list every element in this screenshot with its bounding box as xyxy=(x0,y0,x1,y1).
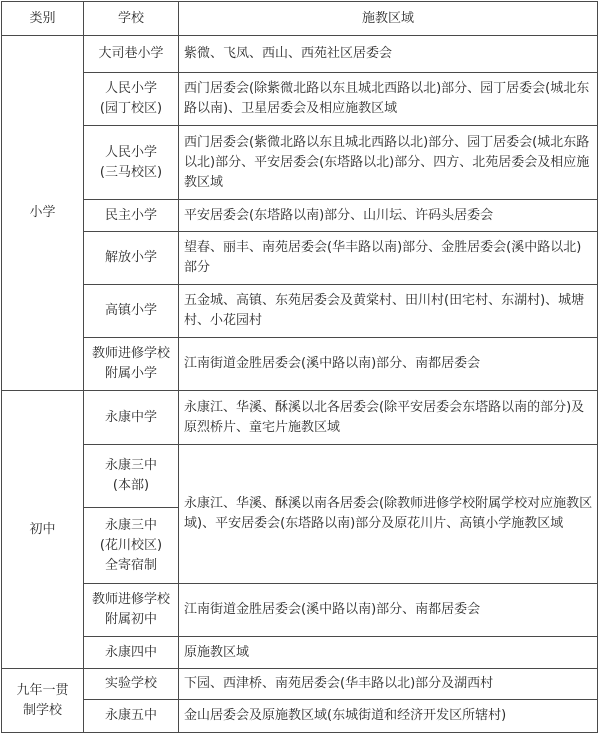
header-school: 学校 xyxy=(84,2,179,36)
school-cell: 永康三中 (花川校区) 全寄宿制 xyxy=(84,508,179,584)
area-cell: 平安居委会(东塔路以南)部分、山川坛、许码头居委会 xyxy=(179,200,598,232)
school-cell: 教师进修学校 附属小学 xyxy=(84,338,179,391)
table-row xyxy=(2,285,598,338)
table-row xyxy=(2,391,598,445)
area-cell: 永康江、华溪、酥溪以南各居委会(除教师进修学校附属学校对应施教区域)、平安居委会(东塔路以南)部分及原花川片、高镇小学施教区域 xyxy=(179,445,598,584)
area-cell: 紫微、飞凤、西山、西苑社区居委会 xyxy=(179,36,598,73)
area-cell: 望春、丽丰、南苑居委会(华丰路以南)部分、金胜居委会(溪中路以北)部分 xyxy=(179,232,598,285)
school-cell: 解放小学 xyxy=(84,232,179,285)
category-cell-nine-year: 九年一贯 制学校 xyxy=(2,669,84,733)
table-row xyxy=(2,232,598,285)
school-cell: 人民小学 (园丁校区) xyxy=(84,73,179,126)
school-cell: 永康中学 xyxy=(84,391,179,445)
area-cell: 原施教区域 xyxy=(179,637,598,669)
area-cell: 西门居委会(除紫微北路以东且城北西路以北)部分、园丁居委会(城北东路以南)、卫星居委会及相应施教区域 xyxy=(179,73,598,126)
area-cell: 西门居委会(紫微北路以东且城北西路以北)部分、园丁居委会(城北东路以北)部分、平安居委会(东塔路以北)部分、四方、北苑居委会及相应施教区域 xyxy=(179,126,598,200)
table-row xyxy=(2,200,598,232)
table-row xyxy=(2,700,598,733)
table-row xyxy=(2,637,598,669)
table-row xyxy=(2,36,598,73)
table-row xyxy=(2,73,598,126)
category-cell-junior: 初中 xyxy=(2,391,84,669)
area-cell: 江南街道金胜居委会(溪中路以南)部分、南都居委会 xyxy=(179,584,598,637)
table-row xyxy=(2,338,598,391)
school-cell: 实验学校 xyxy=(84,669,179,700)
school-cell: 教师进修学校 附属初中 xyxy=(84,584,179,637)
header-category: 类别 xyxy=(2,2,84,36)
header-row xyxy=(2,2,598,36)
school-cell: 民主小学 xyxy=(84,200,179,232)
table-row xyxy=(2,584,598,637)
school-cell: 高镇小学 xyxy=(84,285,179,338)
school-cell: 大司巷小学 xyxy=(84,36,179,73)
area-cell: 下园、西津桥、南苑居委会(华丰路以北)部分及湖西村 xyxy=(179,669,598,700)
header-area: 施教区域 xyxy=(179,2,598,36)
table-row xyxy=(2,669,598,700)
area-cell: 江南街道金胜居委会(溪中路以南)部分、南都居委会 xyxy=(179,338,598,391)
school-cell: 人民小学 (三马校区) xyxy=(84,126,179,200)
table-row xyxy=(2,445,598,508)
area-cell: 金山居委会及原施教区域(东城街道和经济开发区所辖村) xyxy=(179,700,598,733)
table-row xyxy=(2,126,598,200)
school-cell: 永康四中 xyxy=(84,637,179,669)
area-cell: 五金城、高镇、东苑居委会及黄棠村、田川村(田宅村、东湖村)、城塘村、小花园村 xyxy=(179,285,598,338)
area-cell: 永康江、华溪、酥溪以北各居委会(除平安居委会东塔路以南的部分)及原烈桥片、童宅片施教区域 xyxy=(179,391,598,445)
school-cell: 永康五中 xyxy=(84,700,179,733)
category-cell-primary: 小学 xyxy=(2,36,84,391)
school-district-table xyxy=(1,1,598,733)
school-cell: 永康三中 (本部) xyxy=(84,445,179,508)
